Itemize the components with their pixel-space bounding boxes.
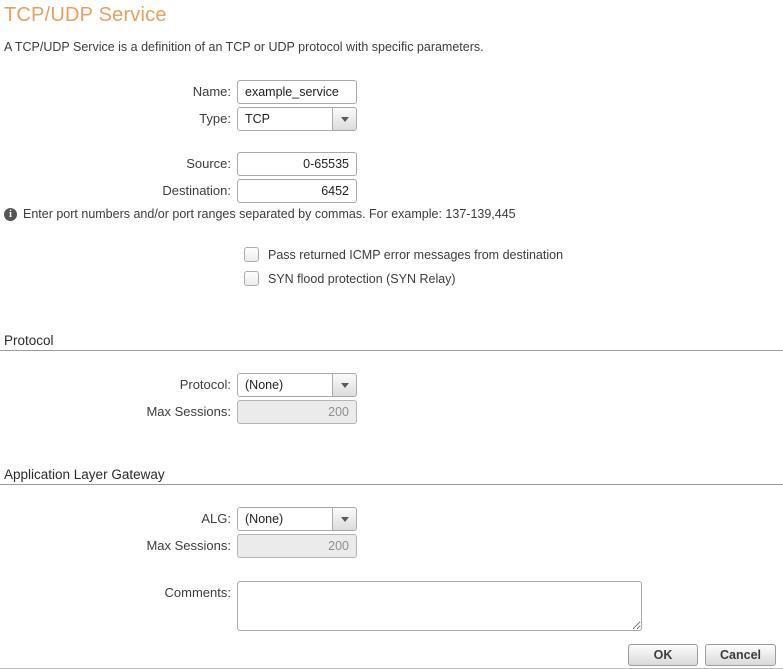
protocol-section-heading: Protocol [0, 333, 783, 351]
name-row [0, 80, 783, 104]
cancel-button[interactable]: Cancel [705, 644, 776, 666]
syn-checkbox-label: SYN flood protection (SYN Relay) [268, 271, 456, 286]
alg-max-sessions-label: Max Sessions: [146, 538, 231, 553]
syn-checkbox[interactable] [244, 271, 259, 286]
chevron-down-icon[interactable] [332, 374, 356, 396]
protocol-select-value: (None) [238, 374, 332, 396]
source-label: Source: [186, 156, 231, 171]
triangle-glyph [341, 117, 349, 122]
comments-textarea[interactable] [237, 581, 642, 631]
page-description: A TCP/UDP Service is a definition of an TCP or UDP protocol with specific parameters. [4, 40, 484, 54]
syn-check-row [244, 271, 783, 286]
chevron-down-icon[interactable] [332, 108, 356, 130]
type-select-value: TCP [238, 108, 332, 130]
source-row [0, 152, 783, 176]
alg-row [0, 507, 783, 531]
icmp-checkbox-label: Pass returned ICMP error messages from destination [268, 247, 564, 262]
ports-hint-text: Enter port numbers and/or port ranges separated by commas. For example: 137-139,445 [23, 207, 516, 221]
name-label: Name: [192, 84, 231, 99]
footer-actions [0, 644, 783, 666]
triangle-glyph [341, 517, 349, 522]
alg-label: ALG: [201, 511, 231, 526]
protocol-max-sessions-row [0, 400, 783, 424]
destination-row [0, 179, 783, 203]
chevron-down-icon[interactable] [332, 508, 356, 530]
protocol-row [0, 373, 783, 397]
alg-section-heading: Application Layer Gateway [0, 467, 783, 485]
icmp-checkbox[interactable] [244, 247, 259, 262]
icmp-check-row [244, 247, 783, 262]
type-label: Type: [199, 111, 231, 126]
alg-select[interactable] [237, 507, 357, 531]
comments-row [0, 581, 783, 631]
type-select[interactable] [237, 107, 357, 131]
type-row [0, 107, 783, 131]
protocol-select[interactable] [237, 373, 357, 397]
alg-max-sessions-input [237, 534, 357, 558]
source-input[interactable] [237, 152, 357, 176]
page-title: TCP/UDP Service [4, 4, 167, 26]
destination-label: Destination: [162, 183, 231, 198]
info-icon: i [4, 208, 17, 221]
alg-select-value: (None) [238, 508, 332, 530]
triangle-glyph [341, 383, 349, 388]
ok-button[interactable]: OK [628, 644, 698, 666]
protocol-label: Protocol: [179, 377, 231, 392]
protocol-max-sessions-input [237, 400, 357, 424]
destination-input[interactable] [237, 179, 357, 203]
alg-max-sessions-row [0, 534, 783, 558]
comments-label: Comments: [164, 585, 231, 600]
protocol-max-sessions-label: Max Sessions: [146, 404, 231, 419]
ports-hint-row [4, 207, 783, 221]
name-input[interactable] [237, 80, 357, 104]
